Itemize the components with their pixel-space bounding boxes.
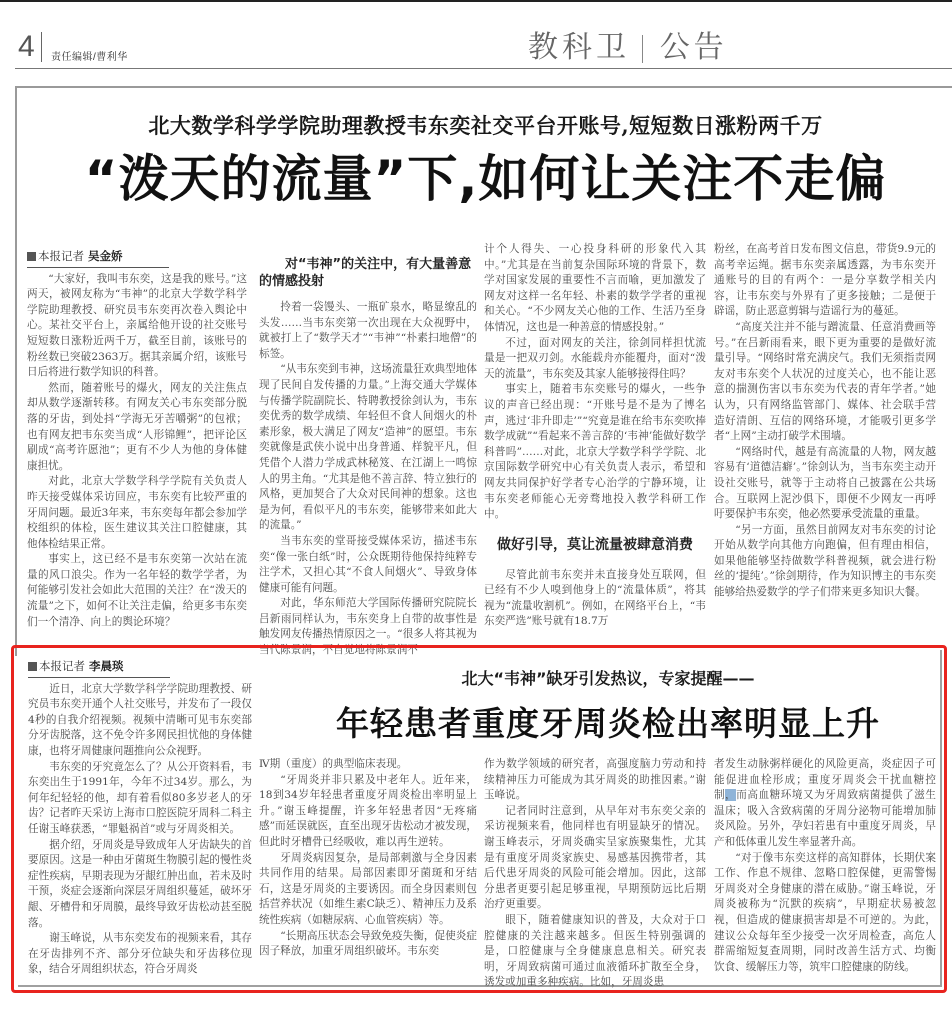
paragraph: 对此，华东师范大学国际传播研究院院长吕新雨同样认为，韦东奕身上自带的故事性是触发网友传播热情原因之一。“很多人将其视为当代陈景润，不自觉地将陈景润不 (259, 597, 477, 657)
paragraph: 事实上，这已经不是韦东奕第一次站在流量的风口浪尖。作为一名年轻的数学学者，为何能够引发社会如此大范围的关注？在“泼天的流量”之下，如何不让关注走偏，给更多韦东奕们一个清净、向上的舆论环境？ (27, 553, 247, 628)
paragraph: 当韦东奕的堂哥接受媒体采访，描述韦东奕“像一张白纸”时，公众既期待他保持纯粹专注学术，又担心其“不食人间烟火”、导致身体健康可能有问题。 (259, 534, 477, 594)
paragraph: 拎着一袋馒头、一瓶矿泉水，略显缭乱的头发……当韦东奕第一次出现在大众视野中，就被打上了“数学天才”“韦神”“朴素扫地僧”的标签。 (259, 301, 477, 360)
text-run: 而高血糖环境又为牙周致病菌提供了滋生温床；吸入含致病菌的牙周分泌物可能增加肺炎风险。另外，孕妇若患有中重度牙周炎，早产和低体重儿发生率显著升高。 (714, 789, 937, 848)
paragraph: “网络时代，越是有高流量的人物，网友越容易有‘道德洁癖’。”徐剑认为，当韦东奕主动开设社交账号，就等于主动将自己披露在公共场合。互联网上泥沙俱下，即便不少网友一再呼吁要保护韦东奕，他必然要承受流量的重量。 (714, 445, 936, 521)
byline-name: 李晨琰 (89, 661, 124, 673)
paragraph: “另一方面，虽然目前网友对韦东奕的讨论开始从数学向其他方向跑偏，但有理由相信，如果他能够坚持做数学科普视频，就会进行粉丝的‘提纯’。”徐剑期待，作为知识博主的韦东奕能够给热爱数学的学子们带来更多知识大餐。 (714, 523, 936, 599)
paragraph: 事实上，随着韦东奕账号的爆火，一些争议的声音已经出现：“开账号是不是为了博名声，逃过‘非升即走’”“究竟是谁在给韦东奕吹捧数学成就”“看起来不善言辞的‘韦神’能做好数学科普吗”……对此，北京大学数学科学学院、北京国际数学研究中心有关负责人表示，希望和网友共同保护好学者专心治学的宁静环境，让韦东奕老师能心无旁骛地投入教学科研工作中。 (484, 383, 706, 521)
article-2-headline: 年轻患者重度牙周炎检出率明显上升 (336, 704, 880, 743)
article-2-column-4 (714, 757, 936, 975)
article-1-kicker: 北大数学科学学院助理教授韦东奕社交平台开账号,短短数日涨粉两千万 (148, 113, 823, 138)
page-number: 4 (18, 30, 35, 63)
paragraph: “大家好，我叫韦东奕，这是我的账号。”这两天，被网友称为“韦神”的北京大学数学科学学院助理教授、研究员韦东奕再次卷入舆论中心。某社交平台上，亲属给他开设的社交账号短短数日涨粉近两千万，截至目前，该账号的粉丝数已突破2363万。据其亲属介绍，该账号日后将进行数学知识的科普。 (27, 272, 247, 379)
article-2-column-1 (28, 660, 252, 978)
masthead (15, 30, 952, 70)
article-2-column-2 (259, 757, 477, 960)
article-2-highlight-frame (11, 645, 947, 993)
paragraph: 牙周炎病因复杂，是局部刺激与全身因素共同作用的结果。局部因素即牙菌斑和牙结石，这是牙周炎的主要诱因。而全身因素则包括营养状况（如维生素C缺乏）、精神压力及系统性疾病（如糖尿病、心血管疾病）等。 (259, 851, 477, 926)
section-name-a: 教科卫 (528, 31, 630, 64)
paragraph: 不过，面对网友的关注，徐剑同样担忧流量是一把双刃剑。水能载舟亦能覆舟，面对“泼天的流量”，韦东奕及其家人能够接得住吗？ (484, 336, 706, 380)
paragraph (714, 757, 936, 851)
paragraph: 尽管此前韦东奕并未直接身处互联网，但已经有不少人嗅到他身上的“流量体质”，将其视为“流量收割机”。例如，在网络平台上，“韦东奕严选”账号就有18.7万 (484, 568, 706, 628)
paragraph: 近日，北京大学数学科学学院助理教授、研究员韦东奕开通个人社交账号，并发布了一段仅4秒的自我介绍视频。视频中清晰可见韦东奕部分牙齿脱落，这不免令许多网民担忧他的身体健康，也将牙周健康问题推向公众视野。 (28, 682, 252, 757)
section-title (528, 30, 728, 66)
article-1 (15, 86, 952, 656)
byline-square-icon (27, 252, 36, 261)
text-selection-highlight[interactable]: ， (725, 789, 737, 802)
article-1-headline: “泼天的流量”下,如何让关注不走偏 (84, 150, 887, 208)
article-1-column-4 (714, 242, 936, 601)
paragraph: Ⅳ期（重度）的典型临床表现。 (259, 758, 408, 770)
article-2-byline (28, 660, 170, 678)
page-divider (41, 32, 42, 62)
text-run: 者发生动脉粥样硬化的风险更高，炎症因子可能促进血栓形成；重度牙周炎会干扰血糖控制 (714, 758, 936, 802)
section-divider (642, 35, 643, 63)
paragraph: “对于像韦东奕这样的高知群体，长期伏案工作、作息不规律、忽略口腔保健，更需警惕牙周炎对全身健康的潜在威胁。”谢玉峰说，牙周炎被称为“沉默的疾病”，早期症状易被忽视，但造成的健康损害却是不可逆的。为此，建议公众每年至少接受一次牙周检查，高危人群需缩短复查周期，同时改善生活方式、均衡饮食、缓解压力等，筑牢口腔健康的防线。 (714, 851, 936, 973)
paragraph: 作为数学领域的研究者，高强度脑力劳动和持续精神压力可能成为其牙周炎的助推因素。”谢玉峰说。 (484, 758, 706, 802)
article-1-subhead-2: 做好引导，莫让流量被肆意消费 (497, 536, 693, 553)
byline-square-icon (28, 662, 37, 671)
paragraph: “牙周炎并非只累及中老年人。近年来，18到34岁年轻患者重度牙周炎检出率明显上升。”谢玉峰提醒，许多年轻患者因“无疼痛感”而延误就医，直至出现牙齿松动才被发现，但此时牙槽骨已经吸收，难以再生逆转。 (259, 773, 477, 848)
paragraph: 粉丝，在高考首日发布图文信息，带货9.9元的高考幸运绳。据韦东奕亲属透露，为韦东奕开通账号的目的有两个：一是分享数学相关内容，让韦东奕与外界有了更多接触；二是便于辟谣，防止恶意剪辑与造谣行为的蔓延。 (714, 243, 936, 318)
top-rule (0, 0, 952, 2)
article-2-column-3 (484, 757, 706, 991)
paragraph: 眼下，随着健康知识的普及，大众对于口腔健康的关注越来越多。但医生特别强调的是，口腔健康与全身健康息息相关。研究表明，牙周致病菌可通过血液循环扩散至全身，诱发或加重多种疾病。比如，牙周炎患 (484, 913, 706, 989)
paragraph: “高度关注并不能与蹭流量、任意消费画等号。”在吕新雨看来，眼下更为重要的是做好流量引导。“网络时常充满戾气。我们无须指责网友对韦东奕个人状况的过度关心，也不能让恶意的揣测伤害以韦东奕为代表的青年学者。”她认为，只有网络监管部门、媒体、社会联手营造好清朗、互信的网络环境，才能吸引更多学者“上网”主动打破学术围墙。 (714, 320, 936, 443)
section-name-b: 公告 (659, 31, 728, 64)
article-1-subhead-1: 对“韦神”的关注中，有大量善意的情感投射 (259, 257, 472, 289)
article-1-column-3 (484, 242, 706, 630)
editor-credit: 责任编辑/曹利华 (51, 52, 128, 63)
byline-label: 本报记者 (38, 251, 84, 263)
article-2-kicker: 北大“韦神”缺牙引发热议，专家提醒—— (461, 669, 755, 688)
paragraph: “长期高压状态会导致免疫失衡，促使炎症因子释放，加重牙周组织破坏。韦东奕 (259, 929, 477, 958)
article-2 (18, 650, 942, 987)
article-1-byline (27, 250, 169, 268)
paragraph: 谢玉峰说，从韦东奕发布的视频来看，其存在牙齿排列不齐、部分牙位缺失和牙齿移位现象，结合牙周组织状态，符合牙周炎 (28, 932, 252, 976)
paragraph: “从韦东奕到韦神，这场流量狂欢典型地体现了民间自发传播的力量。”上海交通大学媒体与传播学院副院长、特聘教授徐剑认为，韦东奕优秀的数学成绩、年轻但不食人间烟火的朴素形象，极大满足了网友“造神”的愿望。韦东奕就像是武侠小说中出身普通、样貌平凡，但凭借个人潜力学成武林秘笈、在江湖上一鸣惊人的男主角。“尤其是他不善言辞、特立独行的风格，更加契合了大众对民间神的想象。这也是为何，看似平凡的韦东奕，能够带来如此大的流量。” (259, 363, 477, 532)
paragraph: 韦东奕的牙究竟怎么了？从公开资料看，韦东奕出生于1991年，今年不过34岁。那么，为何年纪轻轻的他，却有着看似80多岁老人的牙齿？记者昨天采访上海市口腔医院牙周科二科主任谢玉峰获悉，“罪魁祸首”或与牙周炎相关。 (28, 760, 252, 835)
paragraph: 计个人得失、一心投身科研的形象代入其中。”尤其是在当前复杂国际环境的背景下，数学对国家发展的重要性不言而喻，更加激发了网友对这样一名年轻、朴素的数学学者的重视和关心。“不少网友关心他的工作、生活乃至身体情况，这也是一种善意的情感投射。” (484, 243, 706, 333)
paragraph: 然而，随着账号的爆火，网友的关注焦点却从数学逐渐转移。有网友关心韦东奕部分脱落的牙齿，到处抖“学海无牙苦嚼粥”的包袱；也有网友把韦东奕当成“人形锦鲤”，把评论区刷成“高考许愿池”；更有不少人为他的身体健康担忧。 (27, 381, 247, 472)
byline-label: 本报记者 (39, 661, 85, 673)
paragraph: 据介绍，牙周炎是导致成年人牙齿缺失的首要原因。这是一种由牙菌斑生物膜引起的慢性炎症性疾病，早期表现为牙龈红肿出血，若未及时干预，炎症会逐渐向深层牙周组织蔓延，破坏牙龈、牙槽骨和牙周膜，最终导致牙齿松动甚至脱落。 (28, 838, 252, 929)
paragraph: 记者同时注意到，从早年对韦东奕父亲的采访视频来看，他同样也有明显缺牙的情况。谢玉峰表示，牙周炎确实呈家族聚集性，尤其是有重度牙周炎家族史、易感基因携带者，其后代患牙周炎的风险可能会增加。因此，这部分患者更要引起足够重视，早期预防远比后期治疗更重要。 (484, 804, 706, 911)
article-1-column-1 (27, 250, 247, 630)
byline-name: 吴金娇 (88, 251, 123, 263)
article-1-column-2 (259, 250, 477, 659)
paragraph: 对此，北京大学数学科学学院有关负责人昨天接受媒体采访回应，韦东奕有比较严重的牙周问题。最近3年来，韦东奕每年都会参加学校组织的体检，医生建议其关注口腔健康，其他体检结果正常。 (27, 475, 247, 550)
masthead-rule (15, 68, 952, 69)
